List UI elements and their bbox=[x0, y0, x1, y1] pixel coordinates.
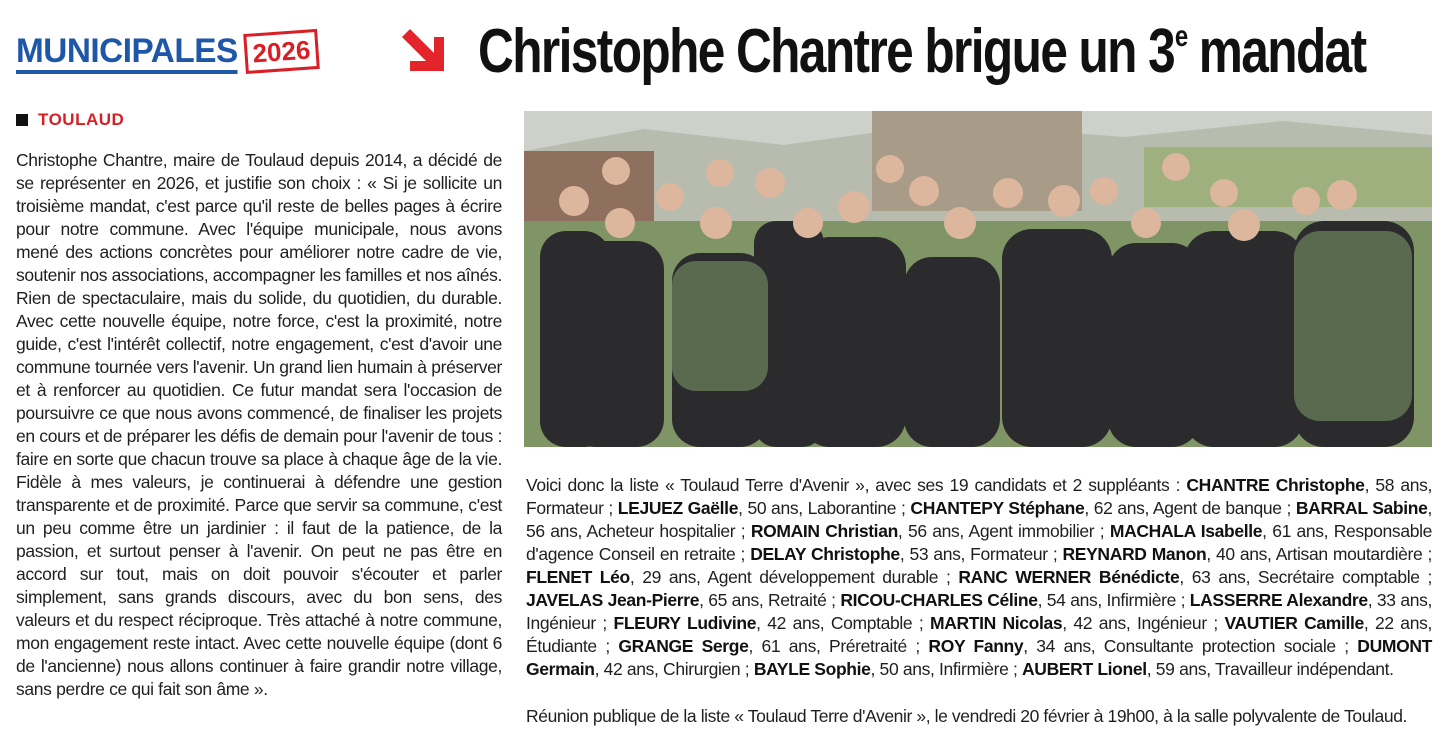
municipales-2026-logo bbox=[16, 28, 320, 74]
candidate-name: GRANGE Serge bbox=[618, 636, 749, 656]
municipales-label: MUNICIPALES bbox=[16, 34, 238, 74]
candidate-name: AUBERT Lionel bbox=[1022, 659, 1147, 679]
location-label: TOULAUD bbox=[38, 110, 125, 129]
candidate-detail: , 53 ans, Formateur ; bbox=[899, 544, 1058, 564]
candidate-name: REYNARD Manon bbox=[1062, 544, 1207, 564]
candidate-detail: , 42 ans, Chirurgien ; bbox=[594, 659, 750, 679]
candidate-detail: , 54 ans, Infirmière ; bbox=[1037, 590, 1186, 610]
candidate-detail: , 56 ans, Acheteur hospitalier ; bbox=[526, 498, 1433, 541]
candidate-detail: , 40 ans, Artisan moutardière ; bbox=[1206, 544, 1433, 564]
candidate-detail: , 33 ans, Ingénieur ; bbox=[526, 590, 1433, 633]
candidate-detail: , 65 ans, Retraité ; bbox=[699, 590, 836, 610]
candidate-name: LEJUEZ Gaëlle bbox=[617, 498, 739, 518]
candidate-detail: , 42 ans, Ingénieur ; bbox=[1062, 613, 1218, 633]
candidate-name: BARRAL Sabine bbox=[1295, 498, 1428, 518]
candidate-detail: , 42 ans, Comptable ; bbox=[756, 613, 924, 633]
candidate-detail: , 50 ans, Infirmière ; bbox=[870, 659, 1018, 679]
team-group-photo bbox=[524, 111, 1432, 447]
candidate-name: DELAY Christophe bbox=[750, 544, 900, 564]
headline-main: Christophe Chantre brigue un 3 bbox=[478, 17, 1175, 86]
candidate-name: VAUTIER Camille bbox=[1224, 613, 1364, 633]
candidate-name: LASSERRE Alexandre bbox=[1189, 590, 1368, 610]
candidate-detail: , 62 ans, Agent de banque ; bbox=[1084, 498, 1292, 518]
candidate-detail: , 22 ans, Étudiante ; bbox=[526, 613, 1432, 656]
year-badge: 2026 bbox=[243, 29, 319, 74]
public-meeting-notice: Réunion publique de la liste « Toulaud Terre d'Avenir », le vendredi 20 février à 19h00, à la salle polyvalente de Toulaud. bbox=[526, 706, 1407, 726]
article-header bbox=[0, 0, 1448, 100]
candidate-name: RICOU-CHARLES Céline bbox=[840, 590, 1038, 610]
candidate-name: JAVELAS Jean-Pierre bbox=[526, 590, 700, 610]
candidate-detail: , 63 ans, Secrétaire comptable ; bbox=[1179, 567, 1433, 587]
candidate-name: MARTIN Nicolas bbox=[929, 613, 1063, 633]
list-intro: Voici donc la liste « Toulaud Terre d'Avenir », avec ses 19 candidats et 2 suppléants : bbox=[526, 475, 1181, 495]
article-body-left: Christophe Chantre, maire de Toulaud depuis 2014, a décidé de se représenter en 2026, et justifie son choix : « Si je sollicite un troisième mandat, c'est parce qu'il reste de belles pages à écrire pour notre commune. Avec l'équipe municipale, nous avons mené des actions concrètes pour améliorer notre cadre de vie, soutenir nos associations, accompagner les familles et nos aînés. Rien de spectaculaire, mais du solide, du quotidien, du durable. Avec cette nouvelle équipe, notre force, c'est la proximité, notre guide, c'est l'intérêt collectif, notre engagement, c'est d'avoir une commune tournée vers l'avenir. Un grand lien humain à préserver et à renforcer au quotidien. Ce futur mandat sera l'occasion de poursuivre ce que nous avons commencé, de finaliser les projets en cours et de préparer les défis de demain pour l'avenir de tous : faire en sorte que chacun trouve sa place à chaque âge de la vie. Fidèle à mes valeurs, je continuerai à défendre une gestion transparente et de proximité. Parce que servir sa commune, c'est un peu comme être un jardinier : il faut de la patience, de la passion, et surtout penser à l'avenir. On peut ne pas être en accord sur tout, mais on doit pouvoir s'écouter et parler simplement, sans grands discours, avec du bon sens, des valeurs et du respect réciproque. Très attaché à notre commune, mon engagement reste intact. Avec cette nouvelle équipe (dont 6 de l'ancienne) nous allons continuer à faire grandir notre village, sans perdre ce qui fait son âme ». bbox=[16, 150, 502, 699]
headline-tail: mandat bbox=[1186, 17, 1366, 86]
candidate-name: FLEURY Ludivine bbox=[613, 613, 757, 633]
candidate-name: ROY Fanny bbox=[928, 636, 1024, 656]
candidate-name: DUMONT Germain bbox=[526, 636, 1432, 679]
candidate-detail: , 61 ans, Responsable d'agence Conseil en retraite ; bbox=[526, 521, 1433, 564]
candidate-name: FLENET Léo bbox=[526, 567, 630, 587]
candidate-name: RANC WERNER Bénédicte bbox=[958, 567, 1180, 587]
candidate-name: CHANTEPY Stéphane bbox=[910, 498, 1085, 518]
candidate-detail: , 50 ans, Laborantine ; bbox=[738, 498, 906, 518]
candidate-detail: , 56 ans, Agent immobilier ; bbox=[897, 521, 1105, 541]
candidate-detail: , 29 ans, Agent développement durable ; bbox=[629, 567, 951, 587]
candidate-list bbox=[526, 474, 1432, 681]
arrow-down-right-icon bbox=[398, 25, 450, 77]
group-photo-illustration bbox=[524, 111, 1432, 447]
headline-superscript: e bbox=[1174, 20, 1187, 53]
candidate-name: CHANTRE Christophe bbox=[1186, 475, 1365, 495]
location-tag bbox=[16, 110, 124, 130]
headline bbox=[478, 16, 1366, 88]
candidate-detail: , 58 ans, Formateur ; bbox=[526, 475, 1432, 518]
candidate-detail: , 34 ans, Consultante protection sociale ; bbox=[1023, 636, 1349, 656]
candidate-name: BAYLE Sophie bbox=[753, 659, 871, 679]
candidate-name: MACHALA Isabelle bbox=[1109, 521, 1263, 541]
bullet-square-icon bbox=[16, 114, 28, 126]
candidate-detail: , 59 ans, Travailleur indépendant. bbox=[1146, 659, 1394, 679]
candidate-detail: , 61 ans, Préretraité ; bbox=[748, 636, 920, 656]
candidate-name: ROMAIN Christian bbox=[750, 521, 898, 541]
